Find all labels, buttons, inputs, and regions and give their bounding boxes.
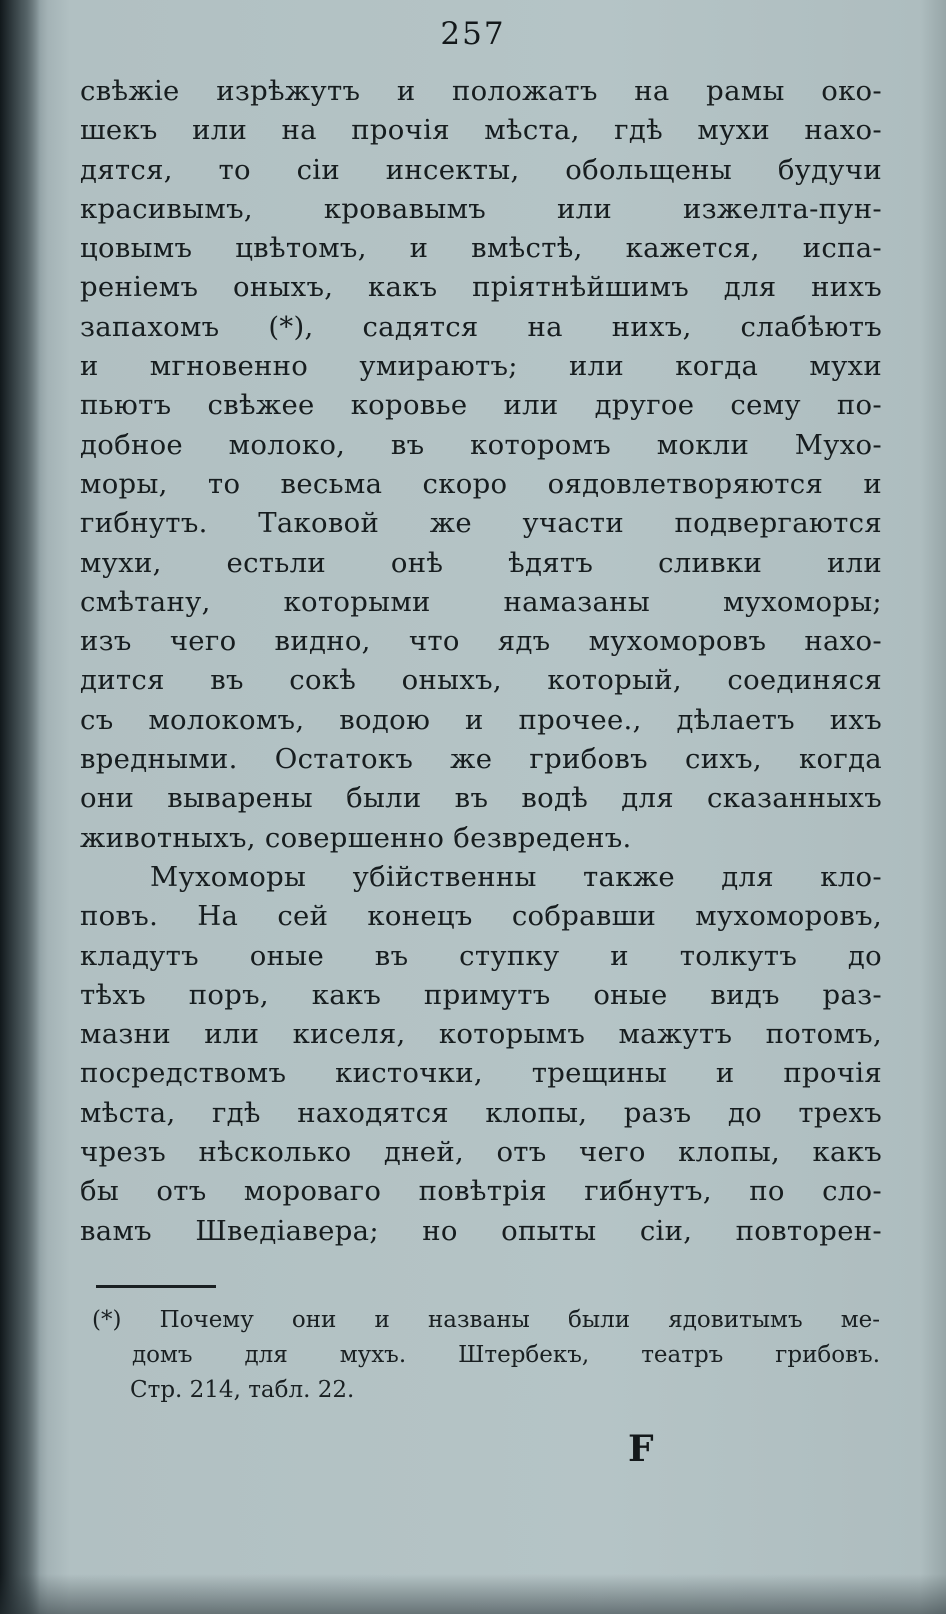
text-line: цовымъ цвѣтомъ, и вмѣстѣ, кажется, испа- <box>80 232 882 265</box>
footnote <box>92 1303 880 1408</box>
text-line: реніемъ оныхъ, какъ пріятнѣйшимъ для нихъ <box>80 271 882 304</box>
text-line: посредствомъ кисточки, трещины и прочія <box>80 1057 882 1090</box>
text-line: добное молоко, въ которомъ мокли Мухо- <box>80 428 882 461</box>
text-line: вредными. Остатокъ же грибовъ сихъ, когда <box>80 743 882 776</box>
signature-mark: F <box>628 1428 654 1470</box>
text-line: смѣтану, которыми намазаны мухоморы; <box>80 585 882 618</box>
text-line: повъ. На сей конецъ собравши мухоморовъ, <box>80 900 882 933</box>
text-line: пьютъ свѣжее коровье или другое сему по- <box>80 389 882 422</box>
footnote-line: домъ для мухъ. Штербекъ, театръ грибовъ. <box>132 1342 880 1368</box>
text-line: шекъ или на прочія мѣста, гдѣ мухи нахо- <box>80 114 882 147</box>
text-line: они выварены были въ водѣ для сказанныхъ <box>80 782 882 815</box>
text-line: мухи, естьли онѣ ѣдятъ сливки или <box>80 546 882 579</box>
text-line: вамъ Шведіавера; но опыты сіи, повторен- <box>80 1214 882 1247</box>
paragraph-first-line: Мухоморы убійственны также для кло- <box>150 860 882 893</box>
text-line: мѣста, гдѣ находятся клопы, разъ до трехъ <box>80 1096 882 1129</box>
text-line: бы отъ мороваго повѣтрія гибнутъ, по сло- <box>80 1175 882 1208</box>
text-line: дится въ сокѣ оныхъ, который, соединяся <box>80 664 882 697</box>
text-line: и мгновенно умираютъ; или когда мухи <box>80 350 882 383</box>
text-line: мазни или киселя, которымъ мажутъ потомъ, <box>80 1018 882 1051</box>
text-line: изъ чего видно, что ядъ мухоморовъ нахо- <box>80 625 882 658</box>
page-number: 257 <box>440 16 506 52</box>
text-line: красивымъ, кровавымъ или изжелта-пун- <box>80 192 882 225</box>
footnote-divider <box>96 1285 216 1288</box>
text-line: дятся, то сіи инсекты, обольщены будучи <box>80 153 882 186</box>
footnote-line: Стр. 214, табл. 22. <box>130 1377 355 1403</box>
text-line: моры, то весьма скоро оядовлетворяются и <box>80 467 882 500</box>
page-bottom-shadow <box>0 1574 946 1614</box>
text-line: гибнутъ. Таковой же участи подвергаются <box>80 507 882 540</box>
body-text <box>80 72 882 1251</box>
text-line: свѣжіе изрѣжутъ и положатъ на рамы око- <box>80 75 882 107</box>
footnote-line: (*) Почему они и названы были ядовитымъ ме- <box>92 1307 880 1333</box>
book-gutter-shadow <box>0 0 40 1614</box>
text-line: кладутъ оные въ ступку и толкутъ до <box>80 939 882 972</box>
text-line: тѣхъ поръ, какъ примутъ оные видъ раз- <box>80 978 882 1011</box>
text-line: чрезъ нѣсколько дней, отъ чего клопы, какъ <box>80 1136 882 1169</box>
text-line: съ молокомъ, водою и прочее., дѣлаетъ ихъ <box>80 703 882 736</box>
text-line: запахомъ (*), садятся на нихъ, слабѣютъ <box>80 310 882 343</box>
paragraph-last-line: животныхъ, совершенно безвреденъ. <box>80 821 632 854</box>
